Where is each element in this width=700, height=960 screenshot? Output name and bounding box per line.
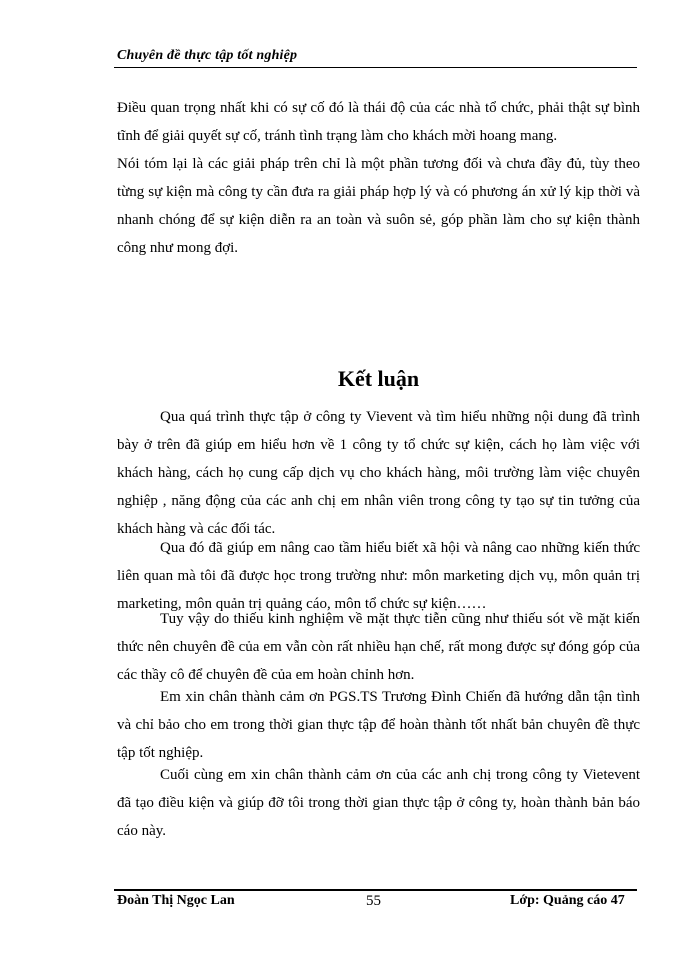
conclusion-paragraph-2: Qua đó đã giúp em nâng cao tầm hiểu biết xã hội và nâng cao những kiến thức liên quan mà tôi đã được học trong trường như: môn marketing dịch vụ, môn quản trị marketing, môn quản trị quảng cáo, môn tổ chức sự kiện…… — [117, 540, 640, 612]
conclusion-paragraph-5: Cuối cùng em xin chân thành cảm ơn của các anh chị trong công ty Vietevent đã tạo điều kiện và giúp đỡ tôi trong thời gian thực tập ở công ty, hoàn thành bản báo cáo này. — [117, 767, 640, 839]
body-paragraph-1: Điều quan trọng nhất khi có sự cố đó là thái độ của các nhà tổ chức, phải thật sự bình tĩnh để giải quyết sự cố, tránh tình trạng làm cho khách mời hoang mang. — [117, 100, 640, 144]
header-divider — [114, 67, 637, 68]
section-title-conclusion: Kết luận — [337, 366, 420, 391]
page-number: 55 — [366, 893, 381, 909]
footer-class: Lớp: Quảng cáo 47 — [510, 893, 625, 908]
footer-divider — [114, 889, 637, 891]
conclusion-paragraph-3: Tuy vậy do thiếu kinh nghiệm về mặt thực tiễn cũng như thiếu sót về mặt kiến thức nên chuyên đề của em vẫn còn rất nhiều hạn chế, rất mong được sự đóng góp của các thầy cô để chuyên đề của em hoàn chỉnh hơn. — [117, 611, 640, 683]
body-paragraph-2: Nói tóm lại là các giải pháp trên chỉ là một phần tương đối và chưa đầy đủ, tùy theo từng sự kiện mà công ty cần đưa ra giải pháp hợp lý và có phương án xử lý kịp thời và nhanh chóng để sự kiện diễn ra an toàn và suôn sẻ, góp phần làm cho sự kiện thành công như mong đợi. — [117, 156, 640, 256]
header-title: Chuyên đề thực tập tốt nghiệp — [117, 48, 298, 63]
conclusion-paragraph-4: Em xin chân thành cảm ơn PGS.TS Trương Đình Chiến đã hướng dẫn tận tình và chỉ bảo cho em trong thời gian thực tập để hoàn thành tốt nhất bản chuyên đề thực tập tốt nghiệp. — [117, 689, 640, 761]
footer-author: Đoàn Thị Ngọc Lan — [117, 893, 235, 908]
conclusion-paragraph-1: Qua quá trình thực tập ở công ty Vievent và tìm hiểu những nội dung đã trình bày ở trên đã giúp em hiểu hơn về 1 công ty tổ chức sự kiện, cách họ làm việc với khách hàng, cách họ cung cấp dịch vụ cho khách hàng, môi trường làm việc chuyên nghiệp , năng động của các anh chị em nhân viên trong công ty tạo sự tin tưởng của khách hàng và các đối tác. — [117, 409, 640, 537]
